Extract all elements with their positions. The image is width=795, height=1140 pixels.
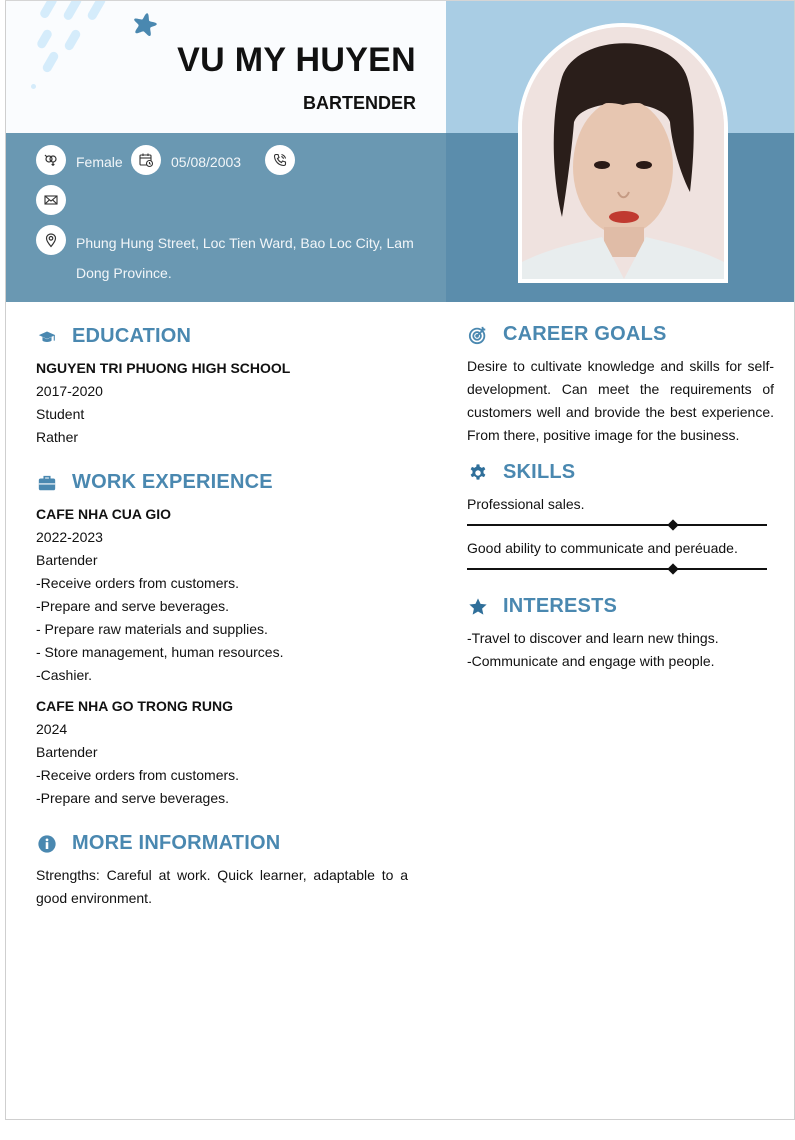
interests-list [467, 627, 777, 673]
interests-heading: INTERESTS [467, 595, 617, 618]
work-duty: -Prepare and serve beverages. [36, 598, 229, 614]
work-entry [36, 695, 416, 810]
work-duty: - Prepare raw materials and supplies. [36, 621, 268, 637]
work-duty: -Cashier. [36, 667, 93, 683]
profile-photo-frame [518, 23, 728, 283]
skill-level-marker [667, 519, 678, 530]
work-position: Bartender [36, 552, 98, 568]
interest-item: -Communicate and engage with people. [467, 653, 715, 669]
graduation-cap-icon [36, 326, 58, 348]
work-period: 2022-2023 [36, 529, 103, 545]
job-title: BARTENDER [302, 93, 416, 113]
location-pin-icon [36, 225, 66, 255]
skill-level-marker [667, 563, 678, 574]
education-grade: Rather [36, 429, 79, 445]
education-period: 2017-2020 [36, 383, 103, 399]
more-information-text: Strengths: Careful at work. Quick learner, adaptable to a good environment. [36, 867, 408, 906]
info-icon [36, 833, 58, 855]
calendar-icon [131, 145, 161, 175]
gender-icon [36, 145, 66, 175]
career-goals-text: Desire to cultivate knowledge and skills for self-development. Can meet the requirements of customers well and brovide the best experience. From there, positive image for the business. [467, 358, 774, 443]
company-name: CAFE NHA CUA GIO [36, 506, 172, 522]
work-experience-heading: WORK EXPERIENCE [36, 471, 273, 494]
work-entry [36, 503, 416, 687]
career-goals-heading: CAREER GOALS [467, 323, 667, 346]
star-decoration-icon [132, 11, 158, 37]
work-duty: -Receive orders from customers. [36, 575, 240, 591]
briefcase-icon [36, 472, 58, 494]
star-icon [467, 596, 489, 618]
skill-item: Professional sales. [467, 496, 585, 512]
mail-icon[interactable] [36, 185, 66, 215]
work-position: Bartender [36, 744, 98, 760]
skill-item: Good ability to communicate and peréuade. [467, 540, 738, 556]
school-name: NGUYEN TRI PHUONG HIGH SCHOOL [36, 360, 291, 376]
profile-photo [522, 27, 724, 279]
work-duty: -Receive orders from customers. [36, 767, 240, 783]
skills-heading: SKILLS [467, 461, 575, 484]
education-heading: EDUCATION [36, 325, 191, 348]
candidate-name: VU MY HUYEN [177, 41, 416, 79]
interest-item: -Travel to discover and learn new things. [467, 630, 719, 646]
education-entry [36, 357, 416, 449]
resume-page [5, 0, 795, 1120]
work-period: 2024 [36, 721, 68, 737]
skill-level-bar [467, 568, 767, 570]
skill-level-bar [467, 524, 767, 526]
gender-value: Female [76, 154, 123, 170]
more-information-heading: MORE INFORMATION [36, 832, 280, 855]
birth-date-value: 05/08/2003 [171, 154, 242, 170]
target-icon [467, 324, 489, 346]
work-duty: -Prepare and serve beverages. [36, 790, 229, 806]
education-role: Student [36, 406, 85, 422]
work-duty: - Store management, human resources. [36, 644, 284, 660]
company-name: CAFE NHA GO TRONG RUNG [36, 698, 234, 714]
address-value: Phung Hung Street, Loc Tien Ward, Bao Loc City, Lam Dong Province. [76, 235, 414, 281]
phone-icon[interactable] [265, 145, 295, 175]
gear-icon [467, 462, 489, 484]
decorative-dot [31, 84, 36, 89]
